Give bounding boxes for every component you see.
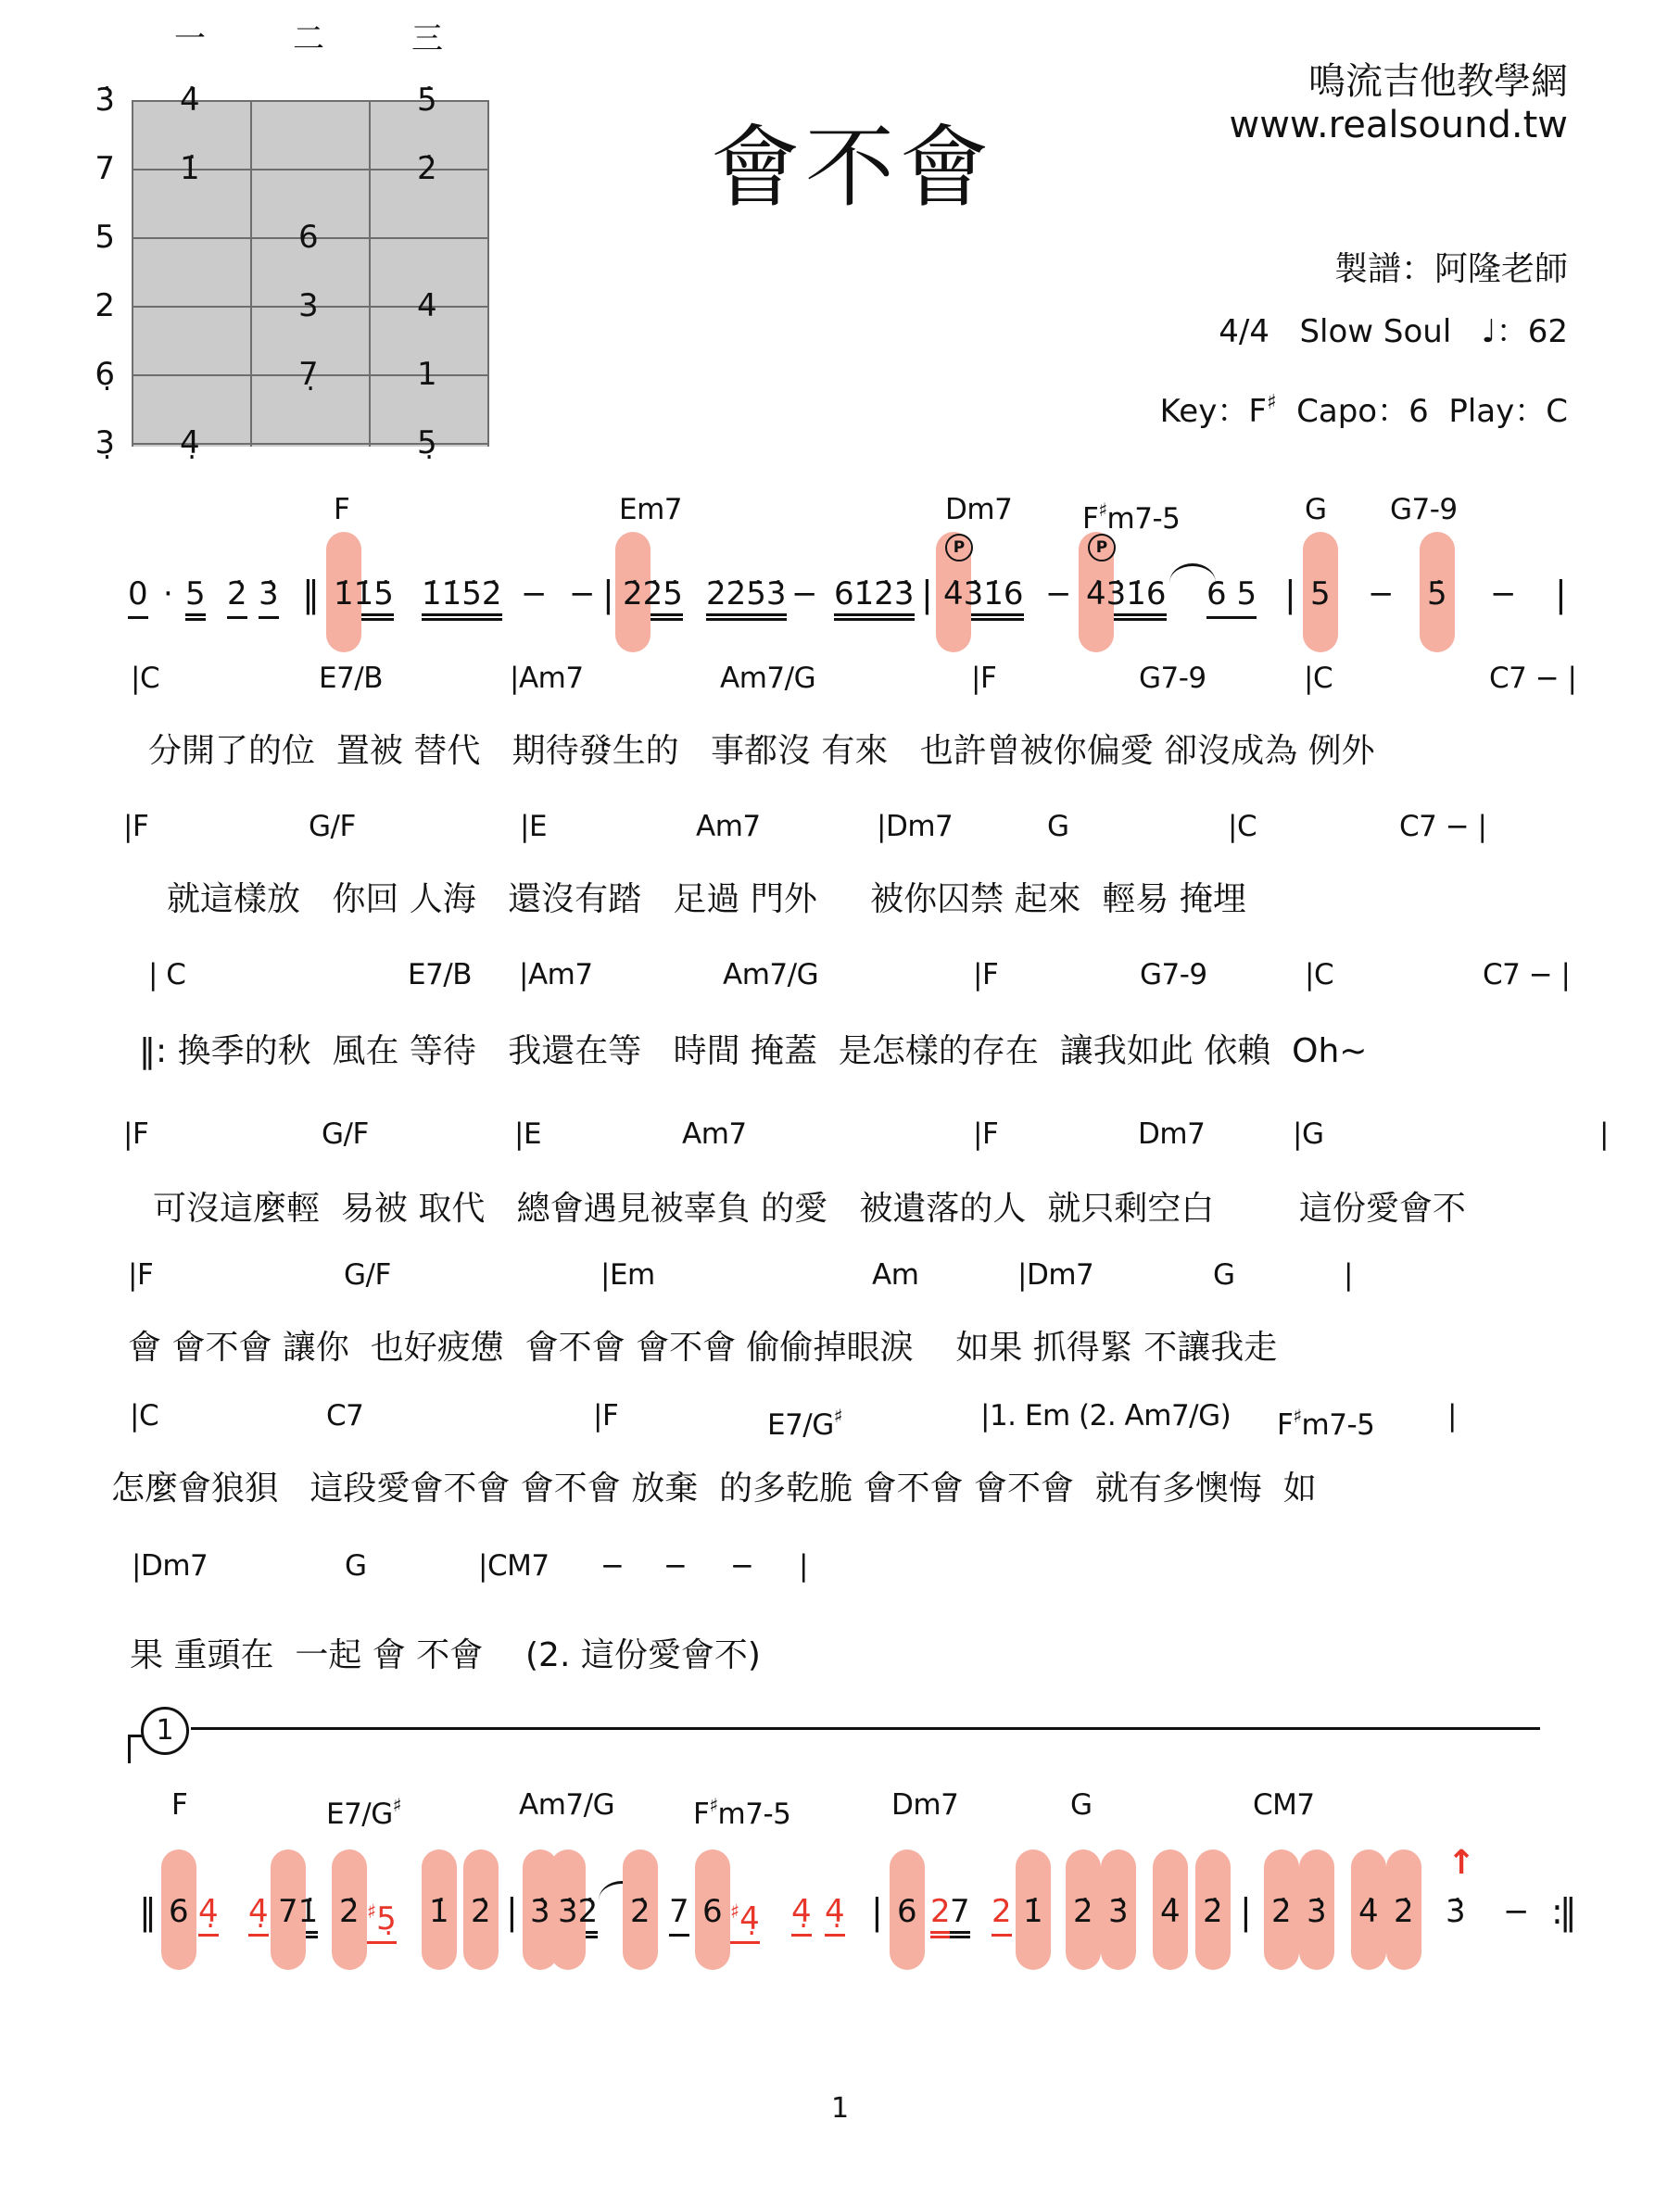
- notation-token: 2̇: [471, 1892, 491, 1937]
- capo-play-label: Capo：6 Play：C: [1276, 393, 1568, 430]
- barline: ‖: [139, 1891, 153, 1932]
- fret-number: 二: [293, 20, 324, 57]
- lyrics-line: 果 重頭在 一起 會 不會 (2. 這份愛會不): [130, 1636, 761, 1674]
- chord-label: −: [663, 1549, 688, 1583]
- chord-label: G: [1213, 1258, 1235, 1292]
- lyrics-line: ‖: 換季的秋 風在 等待 我還在等 時間 掩蓋 是怎樣的存在 讓我如此 依賴 Oh~: [139, 1032, 1368, 1070]
- chord-label: C7 − |: [1399, 810, 1487, 843]
- notation-token: −: [1503, 1893, 1530, 1930]
- chord-label: |F: [971, 662, 997, 695]
- notation-token: 0: [128, 574, 148, 619]
- lyrics-line: 分開了的位 置被 替代 期待發生的 事都沒 有來 也許曾被你偏愛 卻沒成為 例外: [148, 732, 1375, 770]
- notation-token: 4̣: [791, 1892, 812, 1937]
- chord-label: |Dm7: [132, 1549, 208, 1583]
- fretboard-note: 7̣: [298, 356, 319, 393]
- notation-token: 2̇: [630, 1892, 651, 1937]
- chord-label: C7 − |: [1489, 662, 1577, 695]
- chord-label: |C: [131, 662, 160, 695]
- chord-label: Am7/G: [723, 958, 819, 991]
- chord-label: G: [1305, 493, 1327, 526]
- chord-label: |1. Em (2. Am7/G): [980, 1399, 1232, 1432]
- notation-token: 5: [1310, 575, 1331, 612]
- string-open-note: 6̣: [95, 356, 115, 393]
- chord-label: |: [799, 1549, 808, 1583]
- notation-token: 2̇2̇5̇: [623, 574, 683, 621]
- sharp-sign: ♯: [1098, 499, 1107, 521]
- chord-label: F♯m7-5: [693, 1794, 791, 1831]
- notation-token: 4̇: [1358, 1892, 1379, 1937]
- string-open-note: 7: [95, 150, 115, 187]
- fretboard-note: 4̇: [180, 82, 200, 119]
- fretboard-note: 1̇: [180, 150, 200, 187]
- chord-label: C7: [326, 1399, 364, 1432]
- notation-token: 4̇3̇1̇6 P: [943, 574, 1024, 621]
- chord-label: |C: [1228, 810, 1257, 843]
- lyrics-line: 可沒這麼輕 易被 取代 總會遇見被辜負 的愛 被遺落的人 就只剩空白 這份愛會不: [153, 1190, 1466, 1228]
- lyrics-line: 怎麼會狼狽 這段愛會不會 會不會 放棄 的多乾脆 會不會 會不會 就有多懊悔 如: [111, 1470, 1317, 1508]
- lyrics-line: 就這樣放 你回 人海 還沒有踏 足過 門外 被你囚禁 起來 輕易 掩埋: [167, 880, 1246, 918]
- notation-token: 1̇: [1023, 1892, 1043, 1937]
- chord-label: Am: [872, 1258, 919, 1292]
- string-open-note: 2: [95, 287, 115, 324]
- barline: |: [602, 574, 611, 614]
- notation-token: 6 5: [1206, 574, 1257, 619]
- chord-label: |: [1447, 1399, 1457, 1432]
- chord-label: |Am7: [519, 958, 593, 991]
- pull-off-mark: P: [1088, 534, 1116, 562]
- notation-token: 7: [669, 1892, 689, 1937]
- notation-token: 2̇: [1271, 1892, 1292, 1937]
- notation-token: 2̇: [1073, 1892, 1093, 1937]
- chord-label: G/F: [344, 1258, 391, 1292]
- notation-token: 71̇: [278, 1892, 318, 1938]
- chord-label: F: [171, 1788, 188, 1822]
- notation-token: ·: [163, 575, 173, 612]
- fret-number: 三: [411, 20, 443, 57]
- string-open-note: 5: [95, 219, 115, 256]
- fretboard-note: 4̣: [180, 424, 200, 461]
- barline: |: [1555, 574, 1563, 614]
- fretboard-note: 5̇: [417, 82, 437, 119]
- up-arrow-icon: ↑: [1447, 1844, 1476, 1882]
- fretboard-note: 5̣: [417, 424, 437, 461]
- notation-token: 4̇3̇1̇6 P: [1086, 574, 1167, 621]
- chord-label: Dm7: [1138, 1117, 1206, 1151]
- chord-label: G: [345, 1549, 367, 1583]
- notation-token: ♯4̣: [730, 1892, 760, 1944]
- chord-label: F♯m7-5: [1082, 499, 1181, 536]
- notation-token: 2̇: [227, 574, 247, 619]
- notation-token: 6: [169, 1892, 189, 1937]
- chord-label: |F: [973, 1117, 999, 1151]
- notation-token: 4̇: [1160, 1892, 1181, 1937]
- sharp-sign: ♯: [367, 1900, 377, 1923]
- chord-label: G/F: [309, 810, 356, 843]
- arranger-credit: 製譜：阿隆老師: [1333, 250, 1568, 288]
- chord-label: Am7: [682, 1117, 747, 1151]
- fretboard-note: 3: [298, 287, 319, 324]
- barline: |: [1240, 1891, 1248, 1932]
- chord-label: |CM7: [478, 1549, 549, 1583]
- chord-label: |G: [1293, 1117, 1324, 1151]
- sharp-sign: ♯: [1266, 391, 1277, 414]
- barline: |: [1284, 574, 1293, 614]
- sharp-sign: ♯: [730, 1900, 740, 1923]
- fretboard-note: 2̇: [417, 150, 437, 187]
- notation-token: 5̇: [1427, 575, 1447, 612]
- notation-token: 7: [950, 1892, 970, 1938]
- chord-label: −: [600, 1549, 625, 1583]
- chord-label: E7/G♯: [767, 1405, 842, 1442]
- sharp-sign: ♯: [1293, 1405, 1302, 1427]
- notation-token: 2̇: [1203, 1892, 1223, 1937]
- key-info: [1160, 385, 1568, 431]
- chord-label: |Em: [600, 1258, 655, 1292]
- site-url: www.realsound.tw: [1229, 104, 1568, 146]
- notation-token: 3̇: [1108, 1892, 1129, 1937]
- chord-label: G7-9: [1140, 958, 1207, 991]
- fret-line: [250, 100, 252, 447]
- chord-label: E7/G♯: [326, 1794, 401, 1831]
- page-number: 1: [830, 2092, 850, 2125]
- notation-token: 4̣: [248, 1892, 269, 1937]
- chord-label: G: [1070, 1788, 1093, 1822]
- notation-token: 6: [897, 1892, 917, 1937]
- notation-token: 4̣: [198, 1892, 219, 1937]
- chord-label: G: [1047, 810, 1069, 843]
- pull-off-mark: P: [945, 534, 973, 562]
- notation-token: −: [1490, 575, 1517, 612]
- lyrics-line: 會 會不會 讓你 也好疲憊 會不會 會不會 偷偷掉眼淚 如果 抓得緊 不讓我走: [128, 1329, 1278, 1367]
- song-title: 會不會: [711, 116, 994, 220]
- notation-token: 2̇: [1394, 1892, 1414, 1937]
- chord-label: Em7: [619, 493, 683, 526]
- chord-label: CM7: [1253, 1788, 1315, 1822]
- chord-label: |Dm7: [1017, 1258, 1094, 1292]
- notation-token: 2: [930, 1892, 951, 1938]
- notation-token: −: [1368, 575, 1395, 612]
- chord-label: |F: [593, 1399, 619, 1432]
- chord-label: Am7/G: [519, 1788, 615, 1822]
- volta-number: 1: [141, 1707, 189, 1755]
- notation-token: −: [569, 575, 596, 612]
- fretboard-note: 6: [298, 219, 319, 256]
- notation-token: 6: [702, 1892, 723, 1937]
- barline: ‖: [302, 574, 316, 614]
- site-name: 鳴流吉他教學網: [1308, 60, 1568, 103]
- notation-token: 3̇: [1307, 1892, 1327, 1937]
- notation-token: 1̇: [429, 1892, 449, 1937]
- fret-line: [132, 100, 133, 447]
- volta-bracket-line: [191, 1727, 1540, 1730]
- chord-label: |: [1599, 1117, 1609, 1151]
- fret-number: 一: [174, 20, 206, 57]
- chord-label: |F: [123, 810, 149, 843]
- notation-token: 1̇1̇5̇2̇: [422, 574, 502, 621]
- barline: :‖: [1551, 1891, 1573, 1932]
- notation-token: 61̇2̇3̇: [834, 574, 915, 621]
- chord-label: C7 − |: [1483, 958, 1571, 991]
- chord-label: |F: [973, 958, 999, 991]
- chord-label: E7/B: [319, 662, 384, 695]
- chord-label: G7-9: [1390, 493, 1458, 526]
- chord-label: |F: [123, 1117, 149, 1151]
- notation-token: 3̇: [259, 574, 279, 619]
- fretboard-note: 4: [417, 287, 437, 324]
- barline: |: [921, 574, 929, 614]
- chord-label: G7-9: [1139, 662, 1206, 695]
- string-open-note: 3̇: [95, 82, 115, 119]
- barline: |: [506, 1891, 514, 1932]
- chord-label: F: [334, 493, 350, 526]
- chord-label: |: [1344, 1258, 1353, 1292]
- fret-line: [487, 100, 489, 447]
- notation-token: 1̇1̇5̇: [334, 574, 394, 621]
- chord-label: E7/B: [408, 958, 473, 991]
- barline: |: [871, 1891, 879, 1932]
- chord-label: G/F: [322, 1117, 369, 1151]
- notation-token: 2̇: [339, 1892, 360, 1937]
- notation-token: 3̇2̇: [558, 1892, 598, 1938]
- chord-label: |F: [128, 1258, 154, 1292]
- key-label: Key：F: [1159, 393, 1267, 430]
- notation-token: 3̇: [530, 1892, 550, 1937]
- string-open-note: 3̣: [95, 424, 115, 461]
- notation-token: 4̣: [825, 1892, 845, 1937]
- notation-token: ♯5̣: [367, 1892, 397, 1944]
- chord-label: |E: [520, 810, 548, 843]
- chord-label: Am7: [696, 810, 761, 843]
- notation-token: −: [521, 575, 548, 612]
- sharp-sign: ♯: [709, 1794, 718, 1816]
- chord-label: |C: [130, 1399, 159, 1432]
- chord-label: |C: [1305, 958, 1334, 991]
- chord-label: | C: [148, 958, 186, 991]
- notation-token: −: [791, 575, 818, 612]
- chord-label: |Dm7: [877, 810, 954, 843]
- chord-label: |C: [1304, 662, 1333, 695]
- chord-label: |Am7: [510, 662, 584, 695]
- chord-label: Am7/G: [720, 662, 816, 695]
- notation-token: 2̇2̇5̇3̇: [706, 574, 787, 621]
- chord-label: |E: [514, 1117, 542, 1151]
- notation-token: 2: [992, 1892, 1012, 1937]
- chord-label: Dm7: [945, 493, 1013, 526]
- fretboard-note: 1: [417, 356, 437, 393]
- notation-token: 5: [185, 574, 206, 621]
- sharp-sign: ♯: [833, 1405, 842, 1427]
- notation-token: 3̇ ↑: [1446, 1844, 1476, 1930]
- chord-label: −: [730, 1549, 754, 1583]
- chord-label: F♯m7-5: [1277, 1405, 1375, 1442]
- notation-token: −: [1045, 575, 1072, 612]
- chord-label: Dm7: [891, 1788, 959, 1822]
- sharp-sign: ♯: [392, 1794, 401, 1816]
- tempo-info: 4/4 Slow Soul ♩：62: [1219, 313, 1568, 350]
- fret-line: [369, 100, 371, 447]
